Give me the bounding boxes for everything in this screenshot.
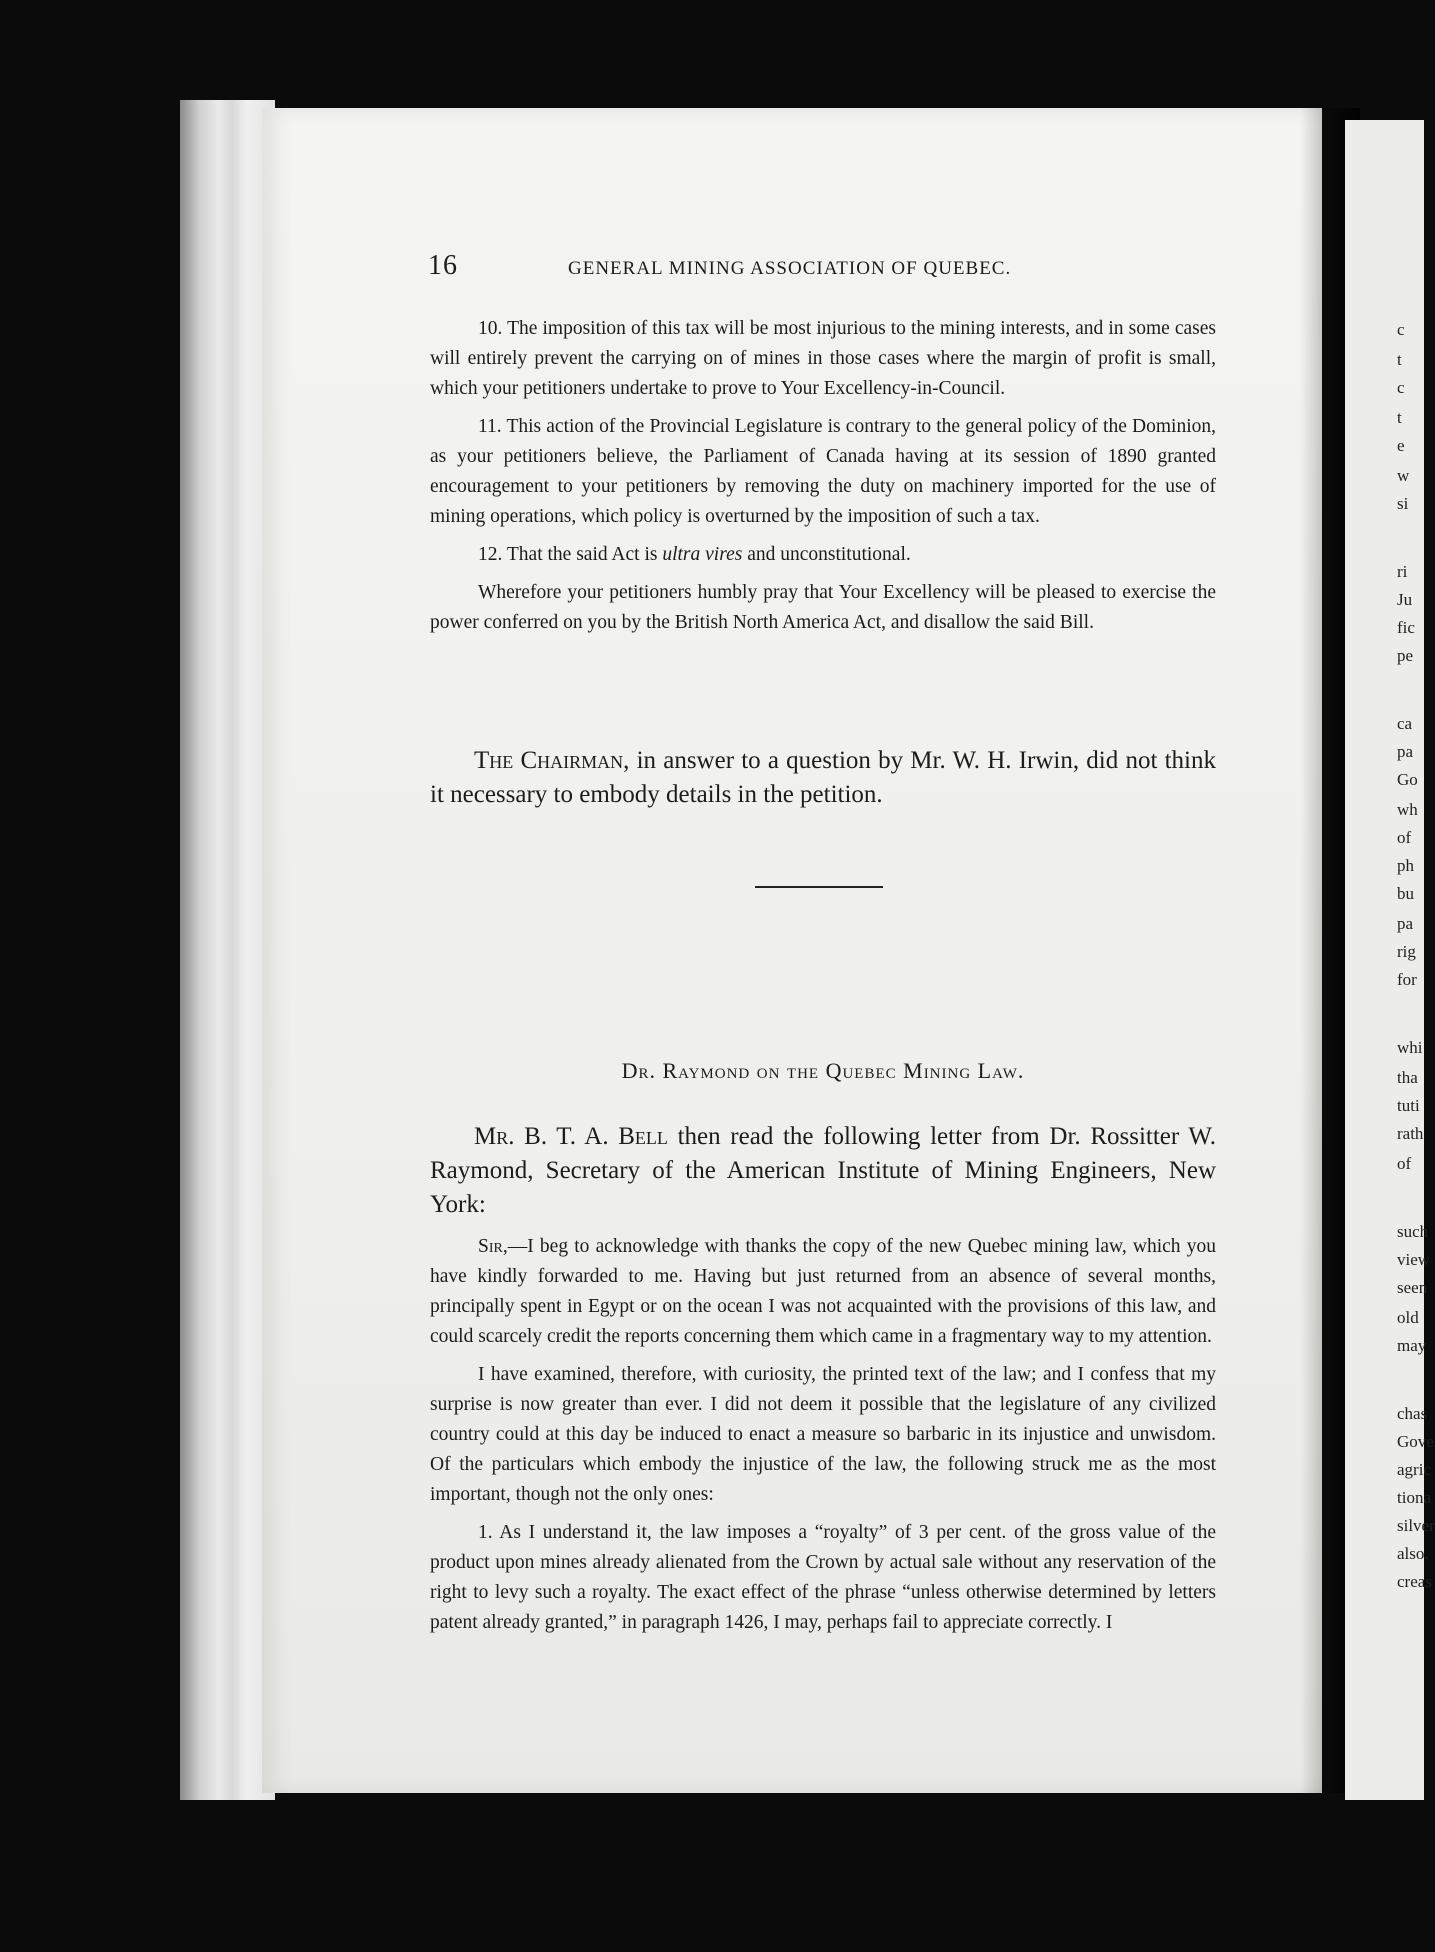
section-title: Dr. Raymond on the Quebec Mining Law. [621, 1058, 1025, 1083]
facing-page-fragment: e [1397, 436, 1405, 455]
facing-page-fragment: for [1397, 970, 1417, 989]
facing-page-fragment: view [1397, 1250, 1431, 1269]
facing-page-fragment: ri [1397, 562, 1408, 581]
facing-page-fragment: whi [1397, 1038, 1423, 1057]
facing-page-fragment: fic [1397, 618, 1415, 637]
letter-paragraph-1: Sir,—I beg to acknowledge with thanks the copy of the new Quebec mining law, which you have kindly forwarded to me. Having but just returned from an absence of several months, principally spent in Egypt or on the ocean I was not acquainted with the provisions of this law, and could scarcely credit the reports concerning them which came in a fragmentary way to my attention. [430, 1236, 1216, 1347]
facing-page-fragment: ca [1397, 714, 1413, 733]
salutation: Sir, [478, 1236, 508, 1257]
chairman-lead: The Chairman, [474, 747, 630, 774]
facing-page-fragment: also. [1397, 1544, 1429, 1563]
facing-page-fragment: of [1397, 1154, 1412, 1173]
facing-page-fragment: pa [1397, 742, 1414, 761]
facing-page-fragment: w [1397, 466, 1410, 485]
facing-page-fragment: c [1397, 378, 1405, 397]
ultra-vires: ultra vires [662, 544, 743, 565]
facing-page-fragment: creas [1397, 1572, 1432, 1591]
facing-page-fragment: Go [1397, 770, 1418, 789]
facing-page-fragment: tiona [1397, 1488, 1431, 1507]
facing-page-fragment: wh [1397, 800, 1418, 819]
facing-page-fragment: may [1397, 1336, 1427, 1355]
facing-page-fragment: pe [1397, 646, 1414, 665]
page-number: 16 [428, 250, 458, 281]
facing-page-fragment: pa [1397, 914, 1414, 933]
letter-paragraph-3: 1. As I understand it, the law imposes a “royalty” of 3 per cent. of the gross value of the product upon mines already alienated from the Crown by actual sale without any reservation of the right to levy such a royalty. The exact effect of the phrase “unless otherwise determined by letters patent already granted,” in paragraph 1426, I may, perhaps fail to appreciate correctly. I [430, 1522, 1216, 1633]
letter-paragraph-2: I have examined, therefore, with curiosity, the printed text of the law; and I confess that my surprise is now greater than ever. I did not deem it possible that the legislature of any civilized country could at this day be induced to enact a measure so barbaric in its injustice and unwisdom. Of the particulars which embody the injustice of the law, the following struck me as the most important, though not the only ones: [430, 1364, 1216, 1505]
book-edge [180, 100, 275, 1800]
facing-page-fragment: Ju [1397, 590, 1413, 609]
facing-page-fragment: bu [1397, 884, 1414, 903]
section-divider [755, 886, 883, 888]
facing-page-fragment: seen [1397, 1278, 1428, 1297]
wherefore-paragraph: Wherefore your petitioners humbly pray that Your Excellency will be pleased to exercise the power conferred on you by the British North America Act, and disallow the said Bill. [430, 582, 1216, 633]
facing-page-fragment: chas [1397, 1404, 1428, 1423]
facing-page-fragment: ph [1397, 856, 1414, 875]
chairman-remark: The Chairman, in answer to a question by Mr. W. H. Irwin, did not think it necessary to embody details in the petition. [430, 747, 1216, 808]
petition-paragraph-10: 10. The imposition of this tax will be most injurious to the mining interests, and in some cases will entirely prevent the carrying on of mines in those cases where the margin of profit is small, which your petitioners undertake to prove to Your Excellency-in-Council. [430, 318, 1216, 399]
facing-page-fragment: silver [1397, 1516, 1435, 1535]
facing-page-fragment: tha [1397, 1068, 1418, 1087]
facing-page-fragment: tuti [1397, 1096, 1420, 1115]
facing-page-fragment: c [1397, 320, 1405, 339]
running-title: GENERAL MINING ASSOCIATION OF QUEBEC. [568, 258, 1012, 279]
petition-paragraph-11: 11. This action of the Provincial Legislature is contrary to the general policy of the Dominion, as your petitioners believe, the Parliament of Canada having at its session of 1890 granted encouragement to your petitioners by removing the duty on machinery imported for the use of mining operations, which policy is overturned by the imposition of such a tax. [430, 416, 1216, 527]
facing-page-fragment: such [1397, 1222, 1429, 1241]
facing-page [1345, 120, 1435, 1800]
facing-page-fragment: si [1397, 494, 1409, 513]
petition-paragraph-12: 12. That the said Act is ultra vires and unconstitutional. [478, 544, 911, 565]
letter-text [430, 1232, 1216, 1646]
facing-page-fragment: rath [1397, 1124, 1424, 1143]
facing-page-fragment: agric [1397, 1460, 1431, 1479]
intro-lead: Mr. B. T. A. Bell [474, 1123, 668, 1150]
facing-page-fragment: old [1397, 1308, 1419, 1327]
intro-paragraph: Mr. B. T. A. Bell then read the following letter from Dr. Rossitter W. Raymond, Secretary of the American Institute of Mining Engineers, New York: [430, 1123, 1216, 1218]
facing-page-fragment: t [1397, 350, 1402, 369]
petition-text [430, 314, 1216, 646]
facing-page-fragment: Gove [1397, 1432, 1434, 1451]
facing-page-fragment: t [1397, 408, 1402, 427]
facing-page-fragment: rig [1397, 942, 1416, 961]
facing-page-fragment: of [1397, 828, 1412, 847]
